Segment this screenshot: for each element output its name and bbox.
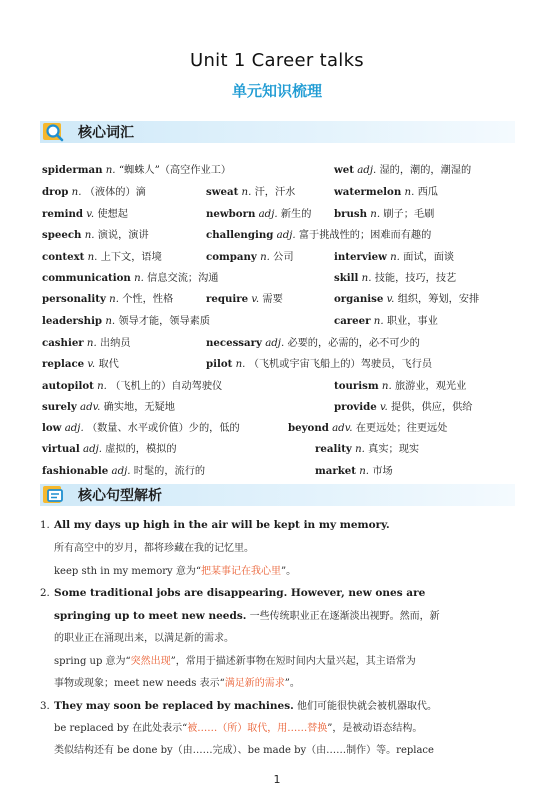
- vocab-entry: [315, 464, 393, 479]
- vocab-definition: 市场: [372, 466, 393, 477]
- vocab-entry: [42, 379, 222, 394]
- vocab-word: tourism: [334, 380, 379, 392]
- vocab-entry: [42, 336, 131, 351]
- vocab-entry: [206, 207, 311, 222]
- vocab-entry: [334, 379, 466, 394]
- note-icon: [42, 484, 68, 506]
- page-title: Unit 1 Career talks: [189, 50, 364, 71]
- vocab-definition: 上下文，语境: [100, 252, 162, 263]
- vocab-pos: n.: [84, 230, 95, 241]
- vocab-pos: n.: [105, 165, 116, 176]
- vocab-entry: [42, 314, 210, 329]
- vocab-definition: 必要的，必需的，必不可少的: [287, 338, 420, 349]
- vocab-definition: “蜘蛛人”（高空作业工）: [118, 165, 232, 176]
- vocab-word: speech: [42, 229, 82, 241]
- vocab-entry: [206, 292, 283, 307]
- vocab-entry: [334, 314, 438, 329]
- vocab-word: spiderman: [42, 164, 103, 176]
- vocab-definition: 需要: [262, 294, 283, 305]
- vocab-entry: [334, 185, 438, 200]
- vocab-pos: adj.: [83, 444, 102, 455]
- vocab-pos: n.: [105, 316, 116, 327]
- vocab-word: drop: [42, 186, 69, 198]
- vocab-word: company: [206, 251, 257, 263]
- vocab-entry: [42, 442, 177, 457]
- vocab-word: virtual: [42, 443, 80, 455]
- vocab-pos: n.: [87, 252, 98, 263]
- vocab-definition: 公司: [273, 252, 294, 263]
- sentence-number: 1.: [40, 519, 50, 531]
- vocab-word: wet: [334, 164, 354, 176]
- vocab-definition: （数量、水平或价值）少的，低的: [86, 423, 240, 434]
- vocab-pos: n.: [86, 338, 97, 349]
- vocab-word: pilot: [206, 358, 233, 370]
- vocab-definition: 技能，技巧，技艺: [374, 273, 457, 284]
- vocab-entry: [42, 163, 231, 178]
- vocab-entry: [315, 442, 419, 457]
- vocab-definition: 职业，事业: [386, 316, 438, 327]
- vocab-entry: [42, 207, 128, 222]
- vocab-definition: 在更远处；往更远处: [355, 423, 448, 434]
- vocab-definition: 新生的: [280, 209, 312, 220]
- vocab-word: low: [42, 422, 62, 434]
- sentence-english: They may soon be replaced by machines. 他们可能很快就会被机器取代。: [54, 700, 437, 712]
- vocab-entry: [42, 357, 119, 372]
- vocab-entry: [42, 421, 240, 436]
- vocab-word: personality: [42, 293, 106, 305]
- vocab-word: remind: [42, 208, 84, 220]
- vocab-word: newborn: [206, 208, 256, 220]
- vocab-definition: 西瓜: [417, 187, 438, 198]
- vocab-definition: 确实地，无疑地: [103, 402, 175, 413]
- sentence-translation: 的职业正在涌现出来，以满足新的需求。: [54, 633, 234, 644]
- vocab-definition: 信息交流；沟通: [147, 273, 219, 284]
- vocab-word: fashionable: [42, 465, 109, 477]
- sentence-english: All my days up high in the air will be kept in my memory.: [54, 519, 390, 531]
- page-number: 1: [273, 773, 281, 786]
- vocab-entry: [334, 207, 434, 222]
- vocab-word: watermelon: [334, 186, 402, 198]
- vocab-pos: adv.: [80, 402, 101, 413]
- vocab-definition: 汗，汗水: [254, 187, 296, 198]
- vocab-pos: n.: [373, 316, 384, 327]
- vocab-pos: n.: [97, 381, 107, 392]
- vocab-definition: 旅游业，观光业: [394, 381, 467, 392]
- vocab-definition: 富于挑战性的；困难而有趣的: [298, 230, 432, 241]
- vocab-word: replace: [42, 358, 85, 370]
- vocab-word: cashier: [42, 337, 84, 349]
- vocab-definition: 使想起: [97, 209, 128, 220]
- vocab-pos: adj.: [64, 423, 84, 434]
- vocab-definition: 真实；现实: [368, 444, 420, 455]
- vocab-word: brush: [334, 208, 368, 220]
- vocab-entry: [334, 163, 471, 178]
- vocab-word: autopilot: [42, 380, 94, 392]
- vocab-word: skill: [334, 272, 359, 284]
- vocab-entry: [42, 250, 162, 265]
- vocab-word: sweat: [206, 186, 239, 198]
- vocab-word: career: [334, 315, 371, 327]
- vocab-word: reality: [315, 443, 352, 455]
- vocab-entry: [42, 185, 146, 200]
- vocab-entry: [42, 292, 173, 307]
- vocab-definition: 出纳员: [99, 338, 131, 349]
- vocab-pos: n.: [390, 252, 400, 263]
- vocab-pos: v.: [386, 294, 395, 305]
- vocab-pos: n.: [235, 359, 246, 370]
- vocab-entry: [334, 271, 456, 286]
- vocab-pos: n.: [359, 466, 370, 477]
- vocab-pos: adj.: [276, 230, 296, 241]
- sentences-section-header: [40, 484, 515, 506]
- vocab-word: beyond: [288, 422, 329, 434]
- vocab-entry: [288, 421, 447, 436]
- vocab-pos: v.: [251, 294, 260, 305]
- sentence-note: 类似结构还有 be done by（由……完成）、be made by（由……制作）等。replace: [54, 745, 434, 756]
- vocab-word: require: [206, 293, 249, 305]
- sentence-number: 3.: [40, 700, 50, 712]
- vocab-entry: [206, 336, 420, 351]
- vocab-definition: （飞机或宇宙飞船上的）驾驶员，飞行员: [248, 359, 433, 370]
- magnifier-icon: [42, 121, 68, 143]
- vocab-pos: adj.: [357, 165, 377, 176]
- vocab-pos: n.: [71, 187, 82, 198]
- sentence-number: 2.: [40, 587, 50, 599]
- vocab-definition: 时髦的，流行的: [133, 466, 206, 477]
- vocab-pos: n.: [109, 294, 119, 305]
- vocab-pos: n.: [134, 273, 144, 284]
- vocab-entry: [334, 250, 454, 265]
- vocab-definition: 演说，演讲: [97, 230, 149, 241]
- sentence-note: spring up 意为“突然出现”，常用于描述新事物在短时间内大量兴起，其主语常为: [54, 656, 416, 667]
- vocab-definition: （飞机上的）自动驾驶仪: [110, 381, 223, 392]
- vocab-section-header: [40, 121, 515, 143]
- vocab-pos: adj.: [111, 466, 131, 477]
- vocab-definition: （液体的）滴: [84, 187, 146, 198]
- vocab-pos: v.: [86, 209, 95, 220]
- vocab-entry: [334, 400, 472, 415]
- vocab-word: provide: [334, 401, 377, 413]
- vocab-entry: [334, 292, 479, 307]
- vocab-entry: [206, 250, 294, 265]
- vocab-entry: [206, 357, 432, 372]
- vocab-pos: v.: [87, 359, 96, 370]
- vocab-pos: n.: [260, 252, 270, 263]
- vocab-entry: [42, 271, 218, 286]
- sentence-english-cont: springing up to meet new needs. 一些传统职业正在逐渐淡出视野。然而，新: [54, 610, 440, 622]
- vocab-pos: n.: [381, 381, 392, 392]
- vocab-entry: [42, 228, 149, 243]
- vocab-pos: v.: [379, 402, 388, 413]
- vocab-pos: adj.: [258, 209, 278, 220]
- sentence-note: be replaced by 在此处表示“被……（所）取代，用……替换”，是被动语态结构。: [54, 723, 423, 734]
- vocab-definition: 面试，面谈: [403, 252, 455, 263]
- sentence-note: keep sth in my memory 意为“把某事记在我心里”。: [54, 566, 297, 577]
- vocab-pos: n.: [370, 209, 381, 220]
- vocab-definition: 提供，供应，供给: [390, 402, 473, 413]
- sentences-section-title: 核心句型解析: [78, 488, 162, 504]
- vocab-definition: 刷子；毛刷: [383, 209, 435, 220]
- vocab-pos: adv.: [332, 423, 353, 434]
- sentence-translation: 所有高空中的岁月，都将珍藏在我的记忆里。: [54, 543, 254, 554]
- vocab-word: context: [42, 251, 85, 263]
- vocab-entry: [206, 185, 295, 200]
- vocab-pos: n.: [355, 444, 365, 455]
- vocab-pos: adj.: [265, 338, 285, 349]
- vocab-section-title: 核心词汇: [78, 125, 134, 141]
- sentence-note: 事物或现象；meet new needs 表示“满足新的需求”。: [54, 678, 300, 689]
- vocab-word: necessary: [206, 337, 262, 349]
- vocab-word: interview: [334, 251, 387, 263]
- vocab-definition: 取代: [98, 359, 119, 370]
- page-subtitle: 单元知识梳理: [231, 82, 322, 100]
- vocab-pos: n.: [361, 273, 372, 284]
- vocab-pos: n.: [404, 187, 415, 198]
- vocab-word: leadership: [42, 315, 103, 327]
- vocab-definition: 虚拟的，模拟的: [105, 444, 177, 455]
- vocab-word: communication: [42, 272, 131, 284]
- vocab-definition: 领导才能，领导素质: [118, 316, 211, 327]
- vocab-word: market: [315, 465, 356, 477]
- vocab-word: organise: [334, 293, 384, 305]
- vocab-definition: 组织，筹划，安排: [397, 294, 480, 305]
- vocab-definition: 湿的，潮的，潮湿的: [379, 165, 472, 176]
- vocab-word: surely: [42, 401, 77, 413]
- vocab-pos: n.: [241, 187, 252, 198]
- vocab-entry: [42, 464, 205, 479]
- vocab-definition: 个性，性格: [122, 294, 174, 305]
- vocab-entry: [42, 400, 175, 415]
- vocab-word: challenging: [206, 229, 274, 241]
- vocab-entry: [206, 228, 431, 243]
- sentence-english: Some traditional jobs are disappearing. However, new ones are: [54, 587, 426, 599]
